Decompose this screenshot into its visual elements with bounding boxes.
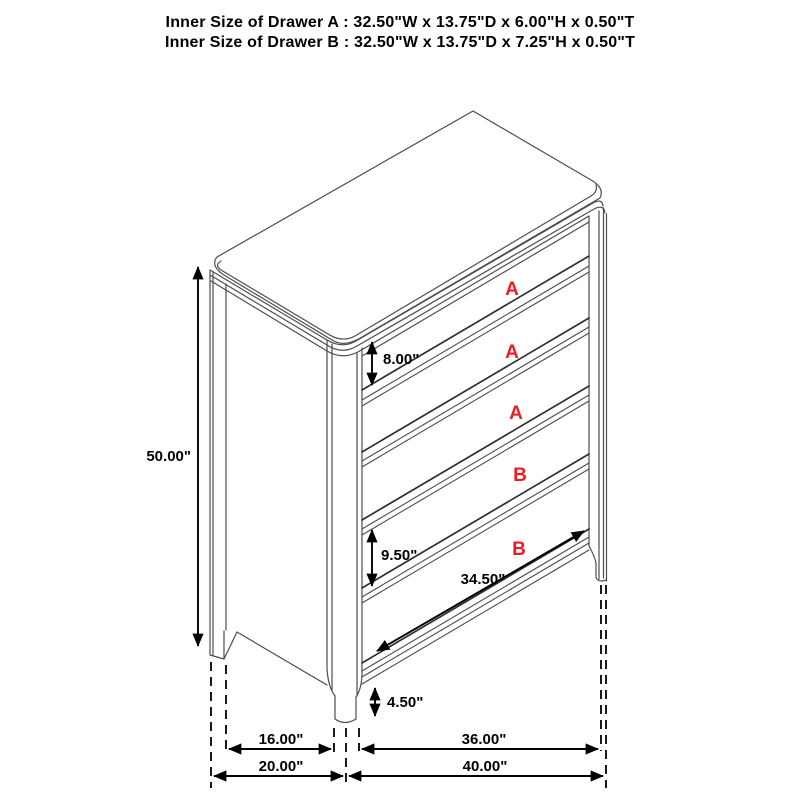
- drawer-face-width-label: 34.50": [460, 571, 506, 588]
- drawer-b-inner-size-text: Inner Size of Drawer B : 32.50"W x 13.75"D x 7.25"H x 0.50"T: [164, 34, 636, 51]
- front-left-post: [327, 340, 362, 723]
- chest-artwork: [210, 111, 607, 723]
- drawer-a-height-label: 8.00": [383, 351, 420, 368]
- drawer-1-label: A: [505, 279, 519, 300]
- front-right-post: [589, 208, 607, 581]
- overall-height-label: 50.00": [146, 448, 191, 465]
- overall-depth-label: 20.00": [258, 758, 304, 775]
- drawer-4-label: B: [513, 465, 527, 486]
- side-panel: [210, 270, 327, 685]
- drawer-a-inner-size-text: Inner Size of Drawer A : 32.50"W x 13.75"D x 6.00"H x 0.50"T: [165, 14, 635, 31]
- leg-height-label: 4.50": [387, 694, 424, 711]
- inner-depth-label: 16.00": [258, 731, 304, 748]
- drawer-b-height-label: 9.50": [381, 547, 418, 564]
- drawer-letter-labels: [505, 279, 527, 560]
- inner-width-label: 36.00": [461, 731, 507, 748]
- top-panel: [210, 111, 605, 356]
- overall-width-label: 40.00": [462, 758, 508, 775]
- drawer-5-label: B: [512, 539, 526, 560]
- drawer-3-label: A: [509, 403, 523, 424]
- drawer-2-label: A: [505, 342, 519, 363]
